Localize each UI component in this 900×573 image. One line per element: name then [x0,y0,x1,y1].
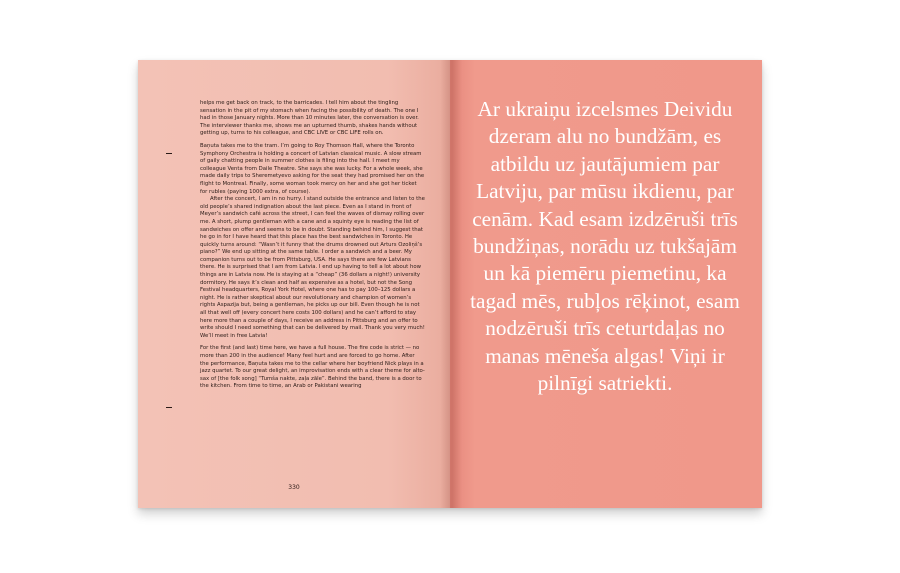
open-book [138,60,762,508]
paragraph: After the concert, I am in no hurry. I stand outside the entrance and listen to the old people’s shared indignation about the last piece. Even as I stand in front of Meyer’s sandwich café across the street, I can feel the waves of dismay rolling over me. A short, plump gentleman with a cane and a squinty eye is reading the list of sandwiches on offer and seems to be in doubt. Standing behind him, I suggest that he go in for I have heard that this place has the best sandwiches in Toronto. He quickly turns around: “Wasn’t it funny that the drums drowned out Arturs Ozoliņš’s piano?” We end up sitting at the same table. I order a sandwich and a beer. My companion turns out to be from Pittsburg, USA. He says there are few Latvians there. He is surprised that I am from Latvia. I end up having to tell a lot about how things are in Latvia now. He is staying at a “cheap” (36 dollars a night!) university dormitory. He says it’s clean and half as expensive as a hotel, but not the Song Festival headquarters, Royal York Hotel, where one has to pay 100–125 dollars a night. He is rather skeptical about our revolutionary and champion of women’s rights Aspazija but, being a gentleman, he picks up our bill. Even though he is not all that well off (every concert here costs 100 dollars) and he can’t afford to stay here more than a couple of days, I receive an address in Pittsburg and an offer to write should I need something that can be delivered by mail. Thank you very much! We’ll meet in free Latvia! [200,196,425,339]
pull-quote: Ar ukraiņu izcelsmes Deividu dzeram alu no bundžām, es atbildu uz jautājumiem par Latviju, par mūsu ikdienu, par cenām. Kad esam izdzēruši trīs bundžiņas, norādu uz tukšajām un kā piemēru piemetinu, ka tagad mēs, rubļos rēķinot, esam nodzēruši trīs ceturtdaļas no manas mēneša algas! Viņi ir pilnīgi satriekti. [470,97,740,396]
section-marker [166,407,172,408]
paragraph: Baņuta takes me to the tram. I’m going to Roy Thomson Hall, where the Toronto Symphony Orchestra is holding a concert of Latvian classical music. A slow stream of gaily chatting people in summer clothes is filing into the hall. I meet my colleague Venta from Daile Theatre. She says she was lucky. For a whole week, she made daily trips to Sheremetyevo asking for the seat they had promised her on the flight to Montreal. Finally, some woman took mercy on her and she got her ticket for rubles (paying 1000 extra, of course). [200,142,425,195]
paragraph: For the first (and last) time here, we have a full house. The fire code is strict — no more than 200 in the audience! Many feel hurt and are forced to go home. After the performance, Baņuta takes me to the cellar where her boyfriend Nick plays in a jazz quartet. To our great delight, an improvisation ends with a clear theme for alto-sax of [the folk song] “Tumša nakte, zaļa zāle”. Behind the band, there is a door to the kitchen. From time to time, an Arab or Pakistani wearing [200,345,425,390]
left-page-body [200,100,425,396]
paragraph: helps me get back on track, to the barricades. I tell him about the tingling sensation in the pit of my stomach when facing the possibility of death. The one I had in those January nights. More than 10 minutes later, the conversation is over. The interviewer thanks me, shows me an upturned thumb, shakes hands without getting up, turns to his colleague, and CBC LIVE or CBC LIFE rolls on. [200,100,419,137]
left-page [138,60,450,508]
section-marker [166,153,172,154]
page-number: 330 [288,484,300,491]
